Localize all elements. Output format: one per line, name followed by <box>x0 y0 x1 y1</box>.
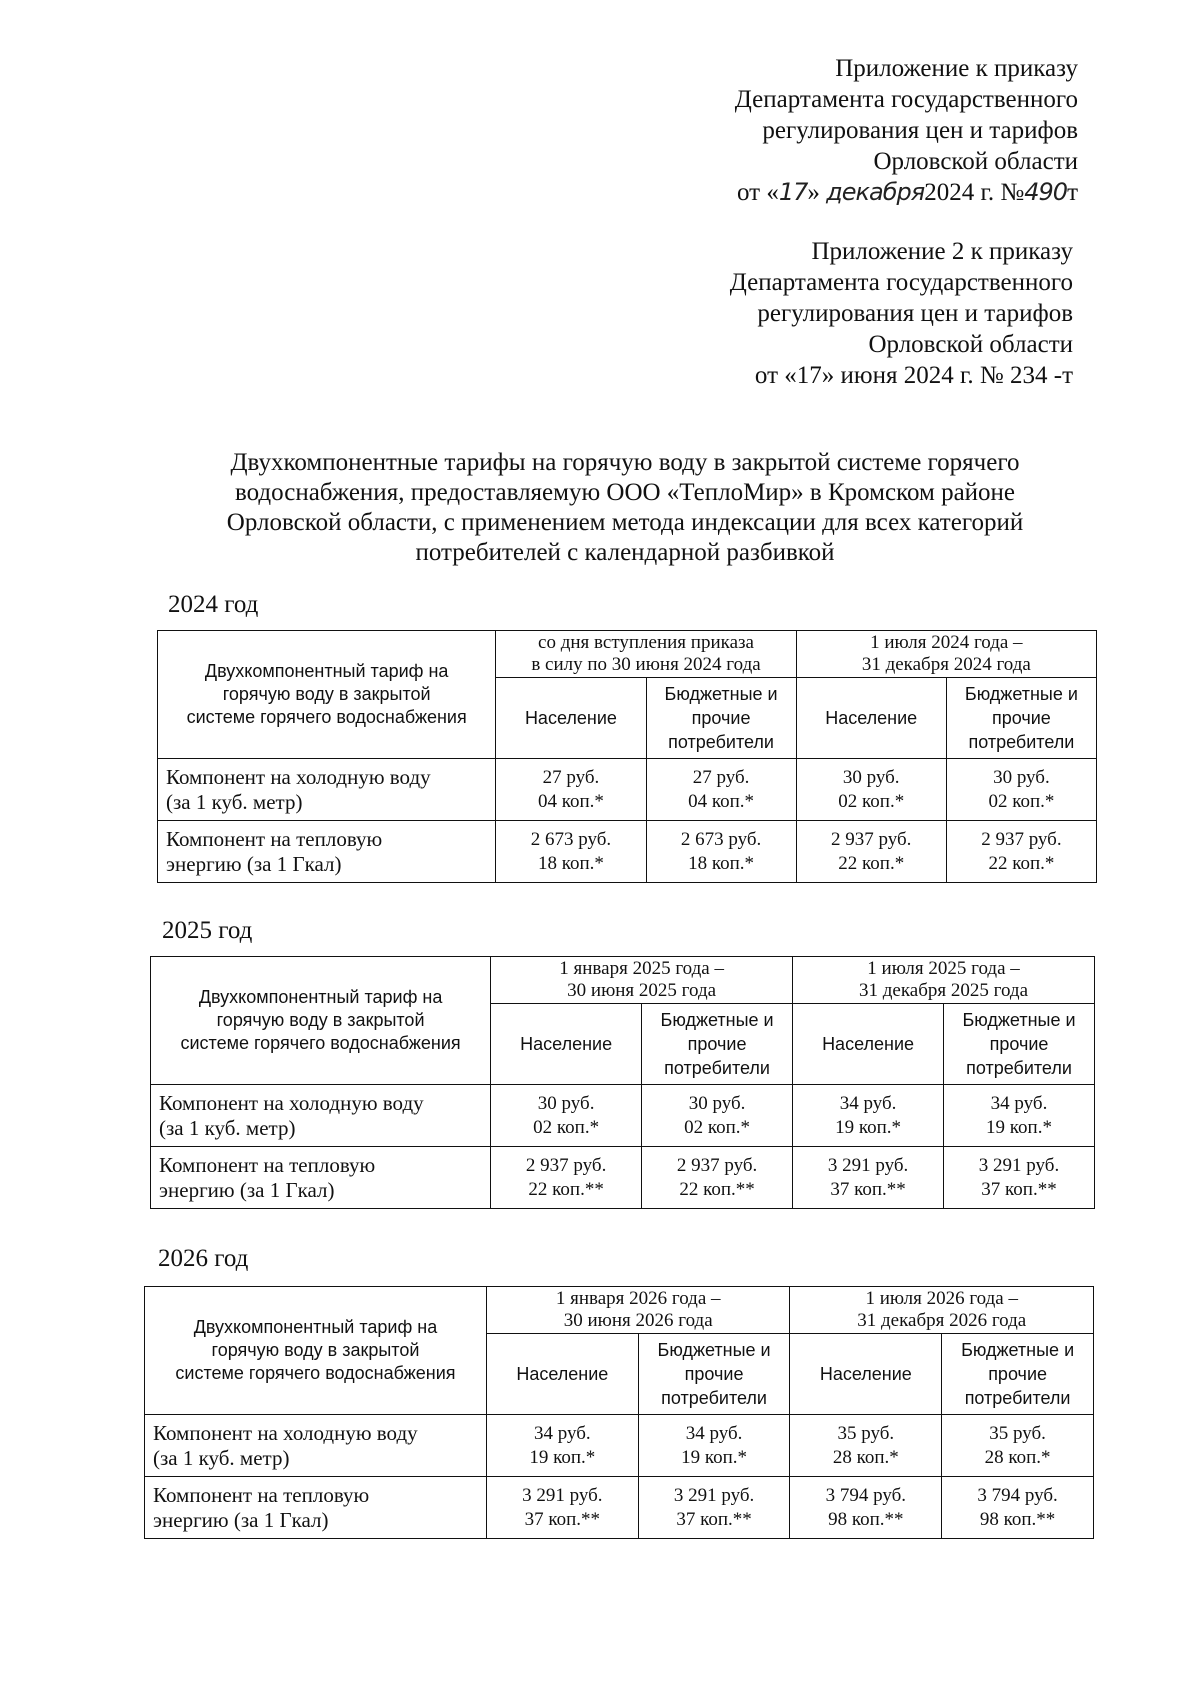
category-budget: Бюджетные и прочие потребители <box>942 1334 1094 1415</box>
table-period-2: 1 июля 2026 года – 31 декабря 2026 года <box>790 1287 1094 1334</box>
category-budget: Бюджетные и прочие потребители <box>642 1004 793 1085</box>
category-budget: Бюджетные и прочие потребители <box>638 1334 790 1415</box>
category-budget: Бюджетные и прочие потребители <box>946 678 1096 759</box>
tariff-cell: 34 руб. 19 коп.* <box>486 1415 638 1477</box>
row-label: Компонент на холодную воду (за 1 куб. метр) <box>151 1085 491 1147</box>
row-label: Компонент на холодную воду (за 1 куб. метр) <box>158 759 496 821</box>
tariff-cell: 3 794 руб. 98 коп.** <box>942 1477 1094 1539</box>
table-row <box>145 1415 1094 1477</box>
tariff-cell: 34 руб. 19 коп.* <box>793 1085 944 1147</box>
appendix-date-line <box>735 177 1078 208</box>
appendix-line: Орловской области <box>868 331 1073 358</box>
document-title <box>150 448 1100 568</box>
date-mid: » <box>807 179 827 206</box>
date-prefix: от « <box>737 179 779 206</box>
title-line: потребителей с календарной разбивкой <box>415 539 835 566</box>
row-label: Компонент на тепловую энергию (за 1 Гкал) <box>145 1477 487 1539</box>
table-row <box>158 759 1097 821</box>
category-population: Население <box>796 678 946 759</box>
tariff-cell: 3 291 руб. 37 коп.** <box>486 1477 638 1539</box>
tariff-cell: 34 руб. 19 коп.* <box>638 1415 790 1477</box>
table-period-1: 1 января 2026 года – 30 июня 2026 года <box>486 1287 790 1334</box>
table-row <box>158 821 1097 883</box>
appendix-line: Департамента государственного <box>734 86 1078 113</box>
tariff-cell: 27 руб. 04 коп.* <box>496 759 646 821</box>
tariff-cell: 2 673 руб. 18 коп.* <box>646 821 796 883</box>
table-row <box>145 1477 1094 1539</box>
tariff-cell: 35 руб. 28 коп.* <box>790 1415 942 1477</box>
year-heading-2024: 2024 год <box>168 591 259 618</box>
table-header-main: Двухкомпонентный тариф на горячую воду в закрытой системе горячего водоснабжения <box>158 631 496 759</box>
handwritten-day: 17 <box>778 178 808 206</box>
tariff-cell: 2 673 руб. 18 коп.* <box>496 821 646 883</box>
row-label: Компонент на тепловую энергию (за 1 Гкал) <box>158 821 496 883</box>
category-population: Население <box>486 1334 638 1415</box>
table-row <box>151 1147 1095 1209</box>
appendix-line: регулирования цен и тарифов <box>762 117 1078 144</box>
category-population: Население <box>790 1334 942 1415</box>
tariff-table-2025 <box>150 956 1095 1209</box>
tariff-cell: 2 937 руб. 22 коп.* <box>796 821 946 883</box>
table-period-2: 1 июля 2024 года – 31 декабря 2024 года <box>796 631 1096 678</box>
year-heading-2026: 2026 год <box>158 1245 249 1272</box>
year-heading-2025: 2025 год <box>162 917 253 944</box>
table-header-main: Двухкомпонентный тариф на горячую воду в закрытой системе горячего водоснабжения <box>145 1287 487 1415</box>
tariff-cell: 3 291 руб. 37 коп.** <box>793 1147 944 1209</box>
category-budget: Бюджетные и прочие потребители <box>646 678 796 759</box>
appendix-line: Департамента государственного <box>729 269 1073 296</box>
table-row <box>151 1085 1095 1147</box>
date-suffix: т <box>1067 179 1078 206</box>
title-line: Двухкомпонентные тарифы на горячую воду в закрытой системе горячего <box>230 449 1020 476</box>
appendix-line: от «17» июня 2024 г. № 234 -т <box>754 362 1073 389</box>
tariff-cell: 2 937 руб. 22 коп.* <box>946 821 1096 883</box>
tariff-table-2026 <box>144 1286 1094 1539</box>
appendix-line: Приложение к приказу <box>835 55 1078 82</box>
tariff-cell: 3 291 руб. 37 коп.** <box>944 1147 1095 1209</box>
tariff-cell: 30 руб. 02 коп.* <box>642 1085 793 1147</box>
category-population: Население <box>496 678 646 759</box>
table-period-2: 1 июля 2025 года – 31 декабря 2025 года <box>793 957 1095 1004</box>
row-label: Компонент на холодную воду (за 1 куб. метр) <box>145 1415 487 1477</box>
tariff-cell: 3 794 руб. 98 коп.** <box>790 1477 942 1539</box>
date-year: 2024 г. № <box>924 179 1025 206</box>
tariff-cell: 27 руб. 04 коп.* <box>646 759 796 821</box>
appendix-line: Орловской области <box>873 148 1078 175</box>
table-period-1: со дня вступления приказа в силу по 30 июня 2024 года <box>496 631 796 678</box>
title-line: Орловской области, с применением метода индексации для всех категорий <box>226 509 1024 536</box>
tariff-cell: 30 руб. 02 коп.* <box>491 1085 642 1147</box>
table-header-main: Двухкомпонентный тариф на горячую воду в закрытой системе горячего водоснабжения <box>151 957 491 1085</box>
tariff-cell: 2 937 руб. 22 коп.** <box>491 1147 642 1209</box>
tariff-cell: 30 руб. 02 коп.* <box>796 759 946 821</box>
tariff-cell: 3 291 руб. 37 коп.** <box>638 1477 790 1539</box>
appendix-line: регулирования цен и тарифов <box>757 300 1073 327</box>
appendix-header-current <box>735 53 1078 208</box>
tariff-table-2024 <box>157 630 1097 883</box>
appendix-header-original <box>730 236 1073 391</box>
category-population: Население <box>491 1004 642 1085</box>
appendix-line: Приложение 2 к приказу <box>811 238 1073 265</box>
category-population: Население <box>793 1004 944 1085</box>
row-label: Компонент на тепловую энергию (за 1 Гкал) <box>151 1147 491 1209</box>
tariff-cell: 34 руб. 19 коп.* <box>944 1085 1095 1147</box>
tariff-cell: 35 руб. 28 коп.* <box>942 1415 1094 1477</box>
tariff-cell: 30 руб. 02 коп.* <box>946 759 1096 821</box>
category-budget: Бюджетные и прочие потребители <box>944 1004 1095 1085</box>
table-period-1: 1 января 2025 года – 30 июня 2025 года <box>491 957 793 1004</box>
tariff-cell: 2 937 руб. 22 коп.** <box>642 1147 793 1209</box>
handwritten-month: декабря <box>826 178 925 206</box>
title-line: водоснабжения, предоставляемую ООО «ТеплоМир» в Кромском районе <box>234 479 1016 506</box>
handwritten-number: 490 <box>1024 178 1068 206</box>
